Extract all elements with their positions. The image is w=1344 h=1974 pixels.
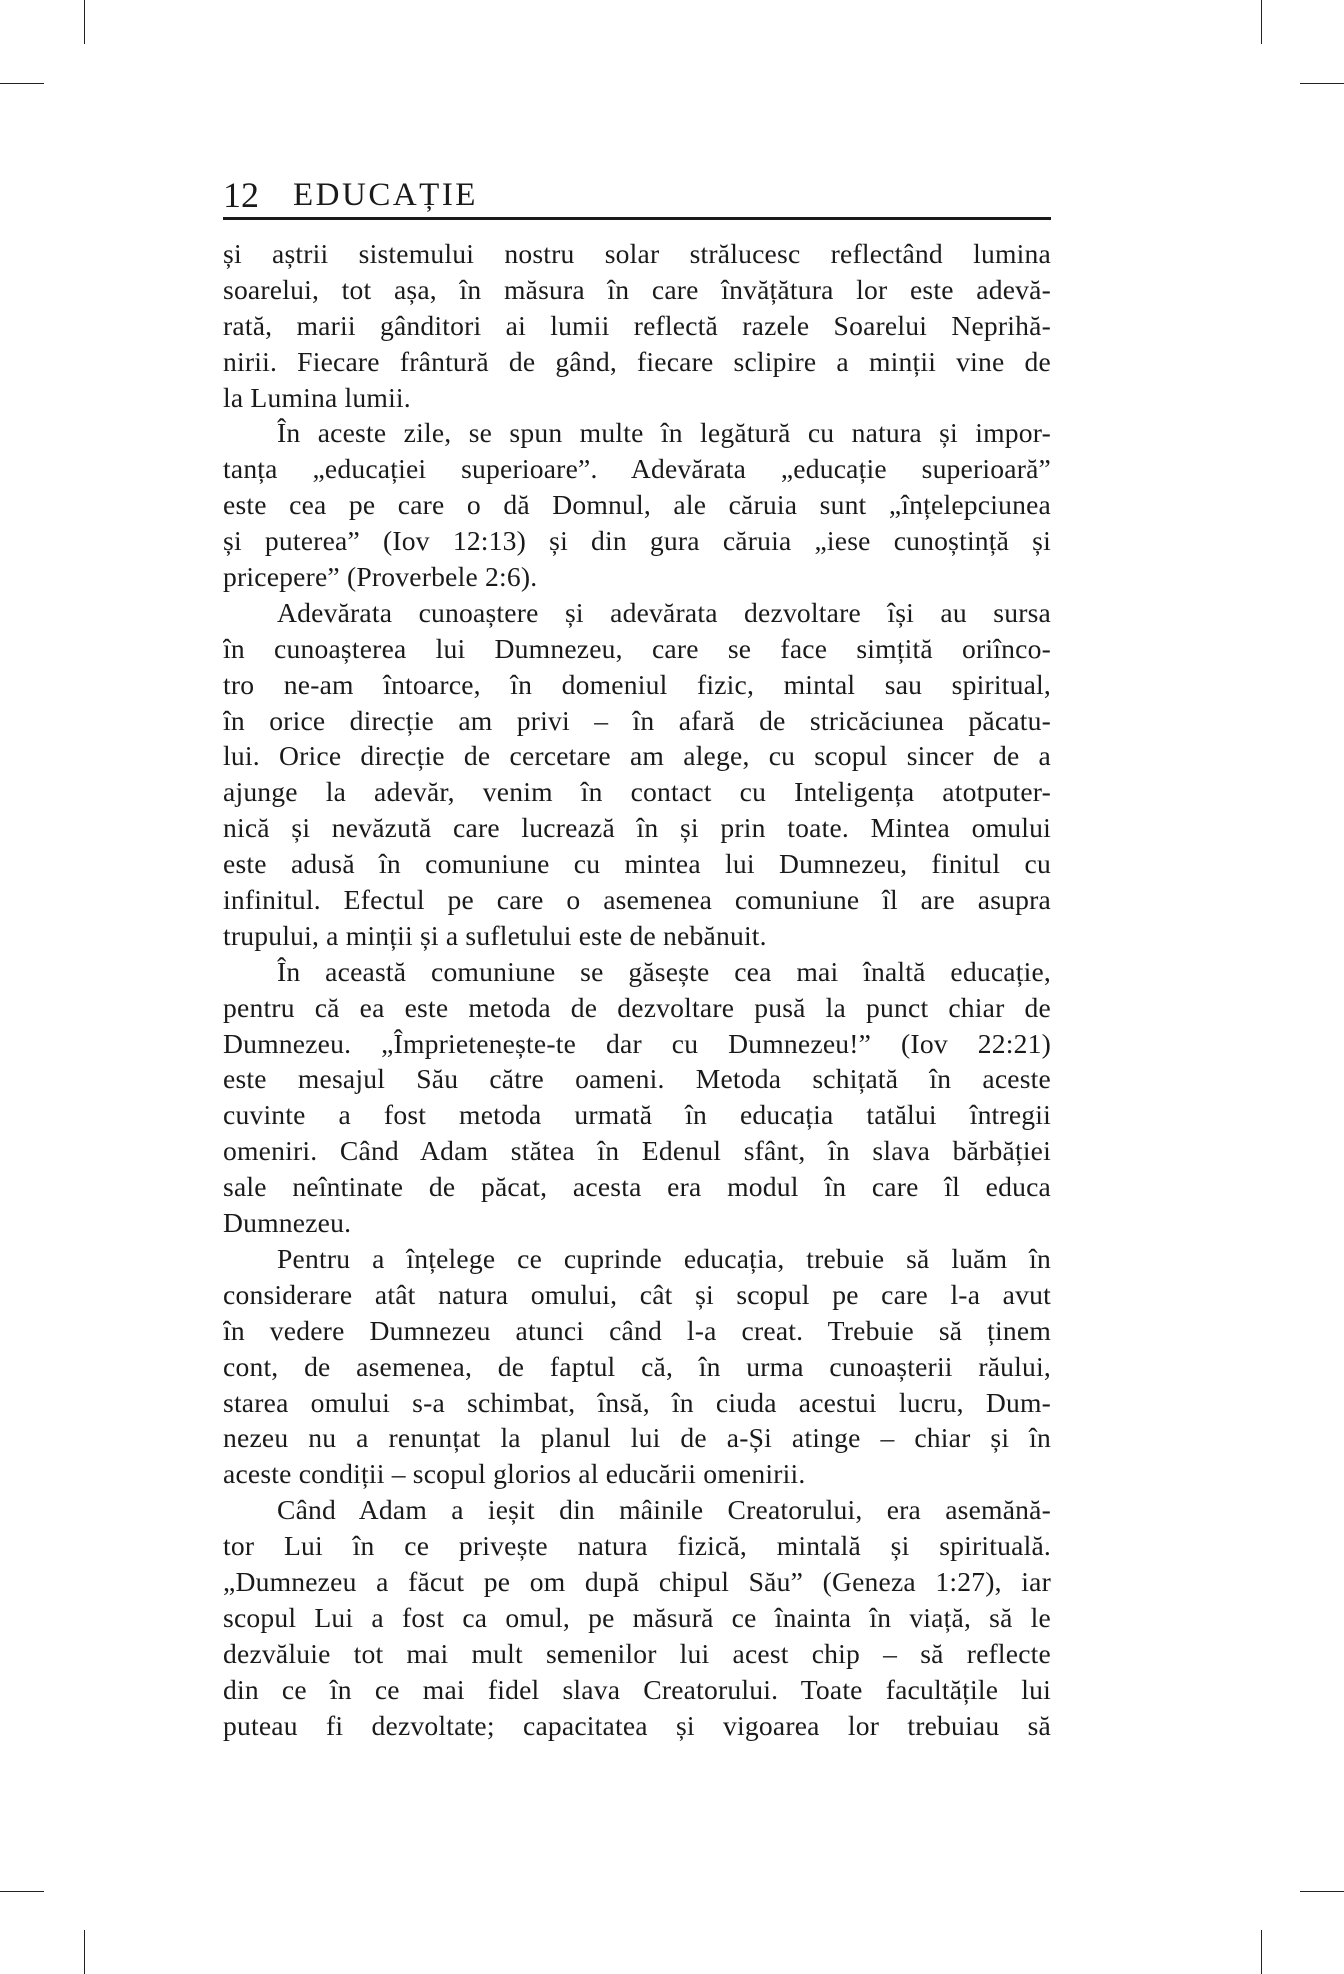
page-header [223,173,1051,220]
text-line: Dumnezeu. „Împrietenește-te dar cu Dumnezeu!” (Iov 22:21) [223,1027,1051,1059]
text-line: aceste condiții – scopul glorios al educării omenirii. [223,1458,806,1490]
text-line: tro ne-am întoarce, în domeniul fizic, mintal sau spiritual, [223,668,1051,700]
text-line: pentru că ea este metoda de dezvoltare pusă la punct chiar de [223,991,1051,1023]
text-line: cuvinte a fost metoda urmată în educația tatălui întregii [223,1099,1051,1131]
text-line: nirii. Fiecare frântură de gând, fiecare sclipire a minții vine de [223,345,1051,377]
running-head: EDUCAȚIE [293,177,478,213]
text-line: Dumnezeu. [223,1207,352,1239]
text-line: la Lumina lumii. [223,381,411,413]
text-line: cont, de asemenea, de faptul că, în urma cunoașterii răului, [223,1350,1051,1382]
text-line: lui. Orice direcție de cercetare am alege, cu scopul sincer de a [223,740,1051,772]
text-line: considerare atât natura omului, cât și scopul pe care l-a avut [223,1278,1051,1310]
text-line: pricepere” (Proverbele 2:6). [223,561,538,593]
text-line: „Dumnezeu a făcut pe om după chipul Său” (Geneza 1:27), iar [223,1565,1051,1597]
text-line: tor Lui în ce privește natura fizică, mintală și spirituală. [223,1530,1051,1562]
crop-mark-bottom-left-vertical [84,1930,85,1974]
text-line: starea omului s-a schimbat, însă, în ciuda acestui lucru, Dum- [223,1386,1051,1418]
text-line: puteau fi dezvoltate; capacitatea și vigoarea lor trebuiau să [223,1709,1051,1741]
text-line: în vedere Dumnezeu atunci când l-a creat. Trebuie să ținem [223,1314,1051,1346]
crop-mark-top-right-horizontal [1300,83,1344,84]
text-line: Când Adam a ieșit din mâinile Creatorului, era asemănă- [277,1494,1051,1526]
text-line: este mesajul Său către oameni. Metoda schițată în aceste [223,1063,1051,1095]
text-line: Pentru a înțelege ce cuprinde educația, trebuie să luăm în [277,1242,1051,1274]
text-line: scopul Lui a fost ca omul, pe măsură ce înainta în viață, să le [223,1601,1051,1633]
crop-mark-top-right-vertical [1261,0,1262,44]
text-line: în cunoașterea lui Dumnezeu, care se face simțită oriîncο- [223,632,1051,664]
text-line: nică și nevăzută care lucrează în și prin toate. Mintea omului [223,812,1051,844]
crop-mark-bottom-right-horizontal [1300,1891,1344,1892]
text-line: soarelui, tot așa, în măsura în care învățătura lor este adevă- [223,273,1051,305]
text-line: În aceste zile, se spun multe în legătură cu natura și impor- [277,417,1051,449]
text-line: în orice direcție am privi – în afară de stricăciunea păcatu- [223,704,1051,736]
text-line: ajunge la adevăr, venim în contact cu Inteligența atotputer- [223,776,1051,808]
text-line: omeniri. Când Adam stătea în Edenul sfânt, în slava bărbăției [223,1135,1051,1167]
text-line: infinitul. Efectul pe care o asemenea comuniune îl are asupra [223,884,1051,916]
crop-mark-top-left-horizontal [0,83,44,84]
text-line: sale neîntinate de păcat, acesta era modul în care îl educa [223,1171,1051,1203]
crop-mark-bottom-right-vertical [1261,1930,1262,1974]
text-line: din ce în ce mai fidel slava Creatorului. Toate facultățile lui [223,1673,1051,1705]
text-line: Adevărata cunoaștere și adevărata dezvoltare își au sursa [277,596,1051,628]
text-line: În această comuniune se găsește cea mai înaltă educație, [277,955,1051,987]
text-line: este cea pe care o dă Domnul, ale căruia sunt „înțelepciunea [223,489,1051,521]
text-line: trupului, a minții și a sufletului este de nebănuit. [223,919,767,951]
text-line: este adusă în comuniune cu mintea lui Dumnezeu, finitul cu [223,848,1051,880]
body-text [223,236,1051,1743]
crop-mark-top-left-vertical [84,0,85,44]
crop-mark-bottom-left-horizontal [0,1891,44,1892]
text-line: rată, marii gânditori ai lumii reflectă razele Soarelui Neprihă- [223,309,1051,341]
text-line: și puterea” (Iov 12:13) și din gura căruia „iese cunoștință și [223,525,1051,557]
text-line: tanța „educației superioare”. Adevărata „educație superioară” [223,453,1051,485]
text-line: și aștrii sistemului nostru solar strălucesc reflectând lumina [223,238,1051,269]
text-line: dezvăluie tot mai mult semenilor lui acest chip – să reflecte [223,1637,1051,1669]
text-line: nezeu nu a renunțat la planul lui de a-Și atinge – chiar și în [223,1422,1051,1454]
page-number: 12 [223,175,259,215]
